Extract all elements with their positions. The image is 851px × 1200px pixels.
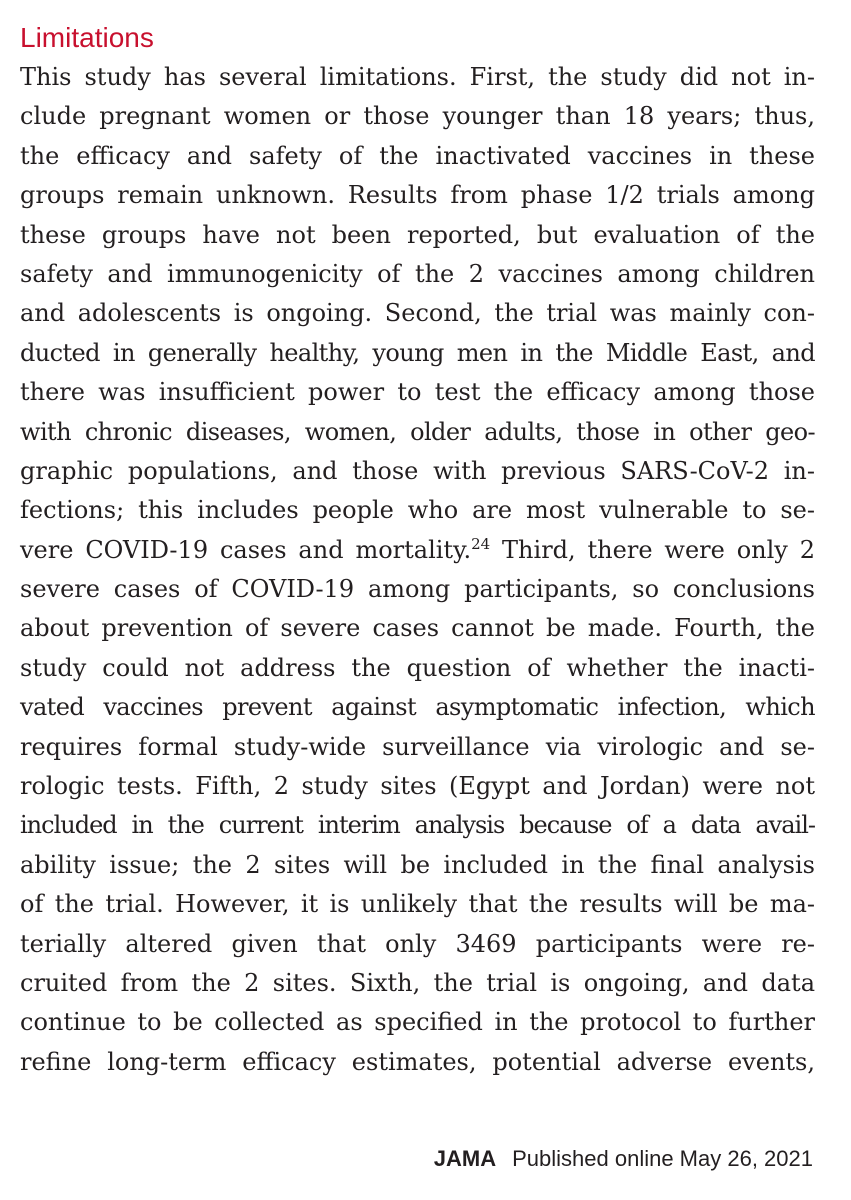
paragraph-line: groups remain unknown. Results from phase 1/2 trials among — [20, 181, 815, 210]
paragraph-line: vated vaccines prevent against asymptomatic infection, which — [20, 693, 815, 722]
paragraph-line: of the trial. However, it is unlikely that the results will be ma- — [20, 890, 815, 919]
paragraph-line: with chronic diseases, women, older adults, those in other geo- — [20, 417, 815, 446]
paragraph-line: terially altered given that only 3469 participants were re- — [20, 929, 815, 958]
section-heading: Limitations — [20, 22, 154, 53]
paragraph-line: study could not address the question of whether the inacti- — [20, 653, 815, 682]
paragraph-line: clude pregnant women or those younger than 18 years; thus, — [20, 102, 815, 131]
paragraph-line: requires formal study-wide surveillance via virologic and se- — [20, 732, 815, 761]
line-text-after-reference: Third, there were only 2 — [490, 535, 816, 564]
paragraph-line-with-reference — [20, 531, 815, 570]
paragraph-line: and adolescents is ongoing. Second, the trial was mainly con- — [20, 299, 815, 328]
paragraph-line: the efficacy and safety of the inactivated vaccines in these — [20, 141, 815, 170]
paragraph-line: there was insufficient power to test the efficacy among those — [20, 378, 815, 407]
paragraph-line: cruited from the 2 sites. Sixth, the trial is ongoing, and data — [20, 968, 815, 997]
journal-name: JAMA — [433, 1146, 497, 1171]
paragraph-line: safety and immunogenicity of the 2 vaccines among children — [20, 259, 815, 288]
paragraph-line: these groups have not been reported, but evaluation of the — [20, 220, 815, 249]
paragraph-line: ducted in generally healthy, young men in the Middle East, and — [20, 338, 815, 367]
paragraph-line: continue to be collected as specified in the protocol to further — [20, 1008, 815, 1037]
reference-superscript: 24 — [471, 534, 491, 553]
paragraph-line: severe cases of COVID-19 among participants, so conclusions — [20, 575, 815, 604]
page-footer — [434, 1144, 813, 1174]
paragraph-line: refine long-term efficacy estimates, potential adverse events, — [20, 1047, 815, 1076]
paragraph-line: rologic tests. Fifth, 2 study sites (Egypt and Jordan) were not — [20, 772, 815, 801]
line-text-before-reference: vere COVID-19 cases and mortality. — [20, 535, 472, 564]
paragraph-line: about prevention of severe cases cannot be made. Fourth, the — [20, 614, 815, 643]
paragraph-line: This study has several limitations. First, the study did not in- — [20, 63, 815, 91]
publication-date: Published online May 26, 2021 — [512, 1146, 813, 1171]
paragraph-line: included in the current interim analysis because of a data avail- — [20, 811, 815, 840]
paragraph-line: graphic populations, and those with previous SARS-CoV-2 in- — [20, 456, 815, 485]
paragraph-line: ability issue; the 2 sites will be included in the final analysis — [20, 850, 815, 879]
body-paragraph — [20, 58, 815, 1082]
paragraph-line: fections; this includes people who are most vulnerable to se- — [20, 496, 815, 525]
